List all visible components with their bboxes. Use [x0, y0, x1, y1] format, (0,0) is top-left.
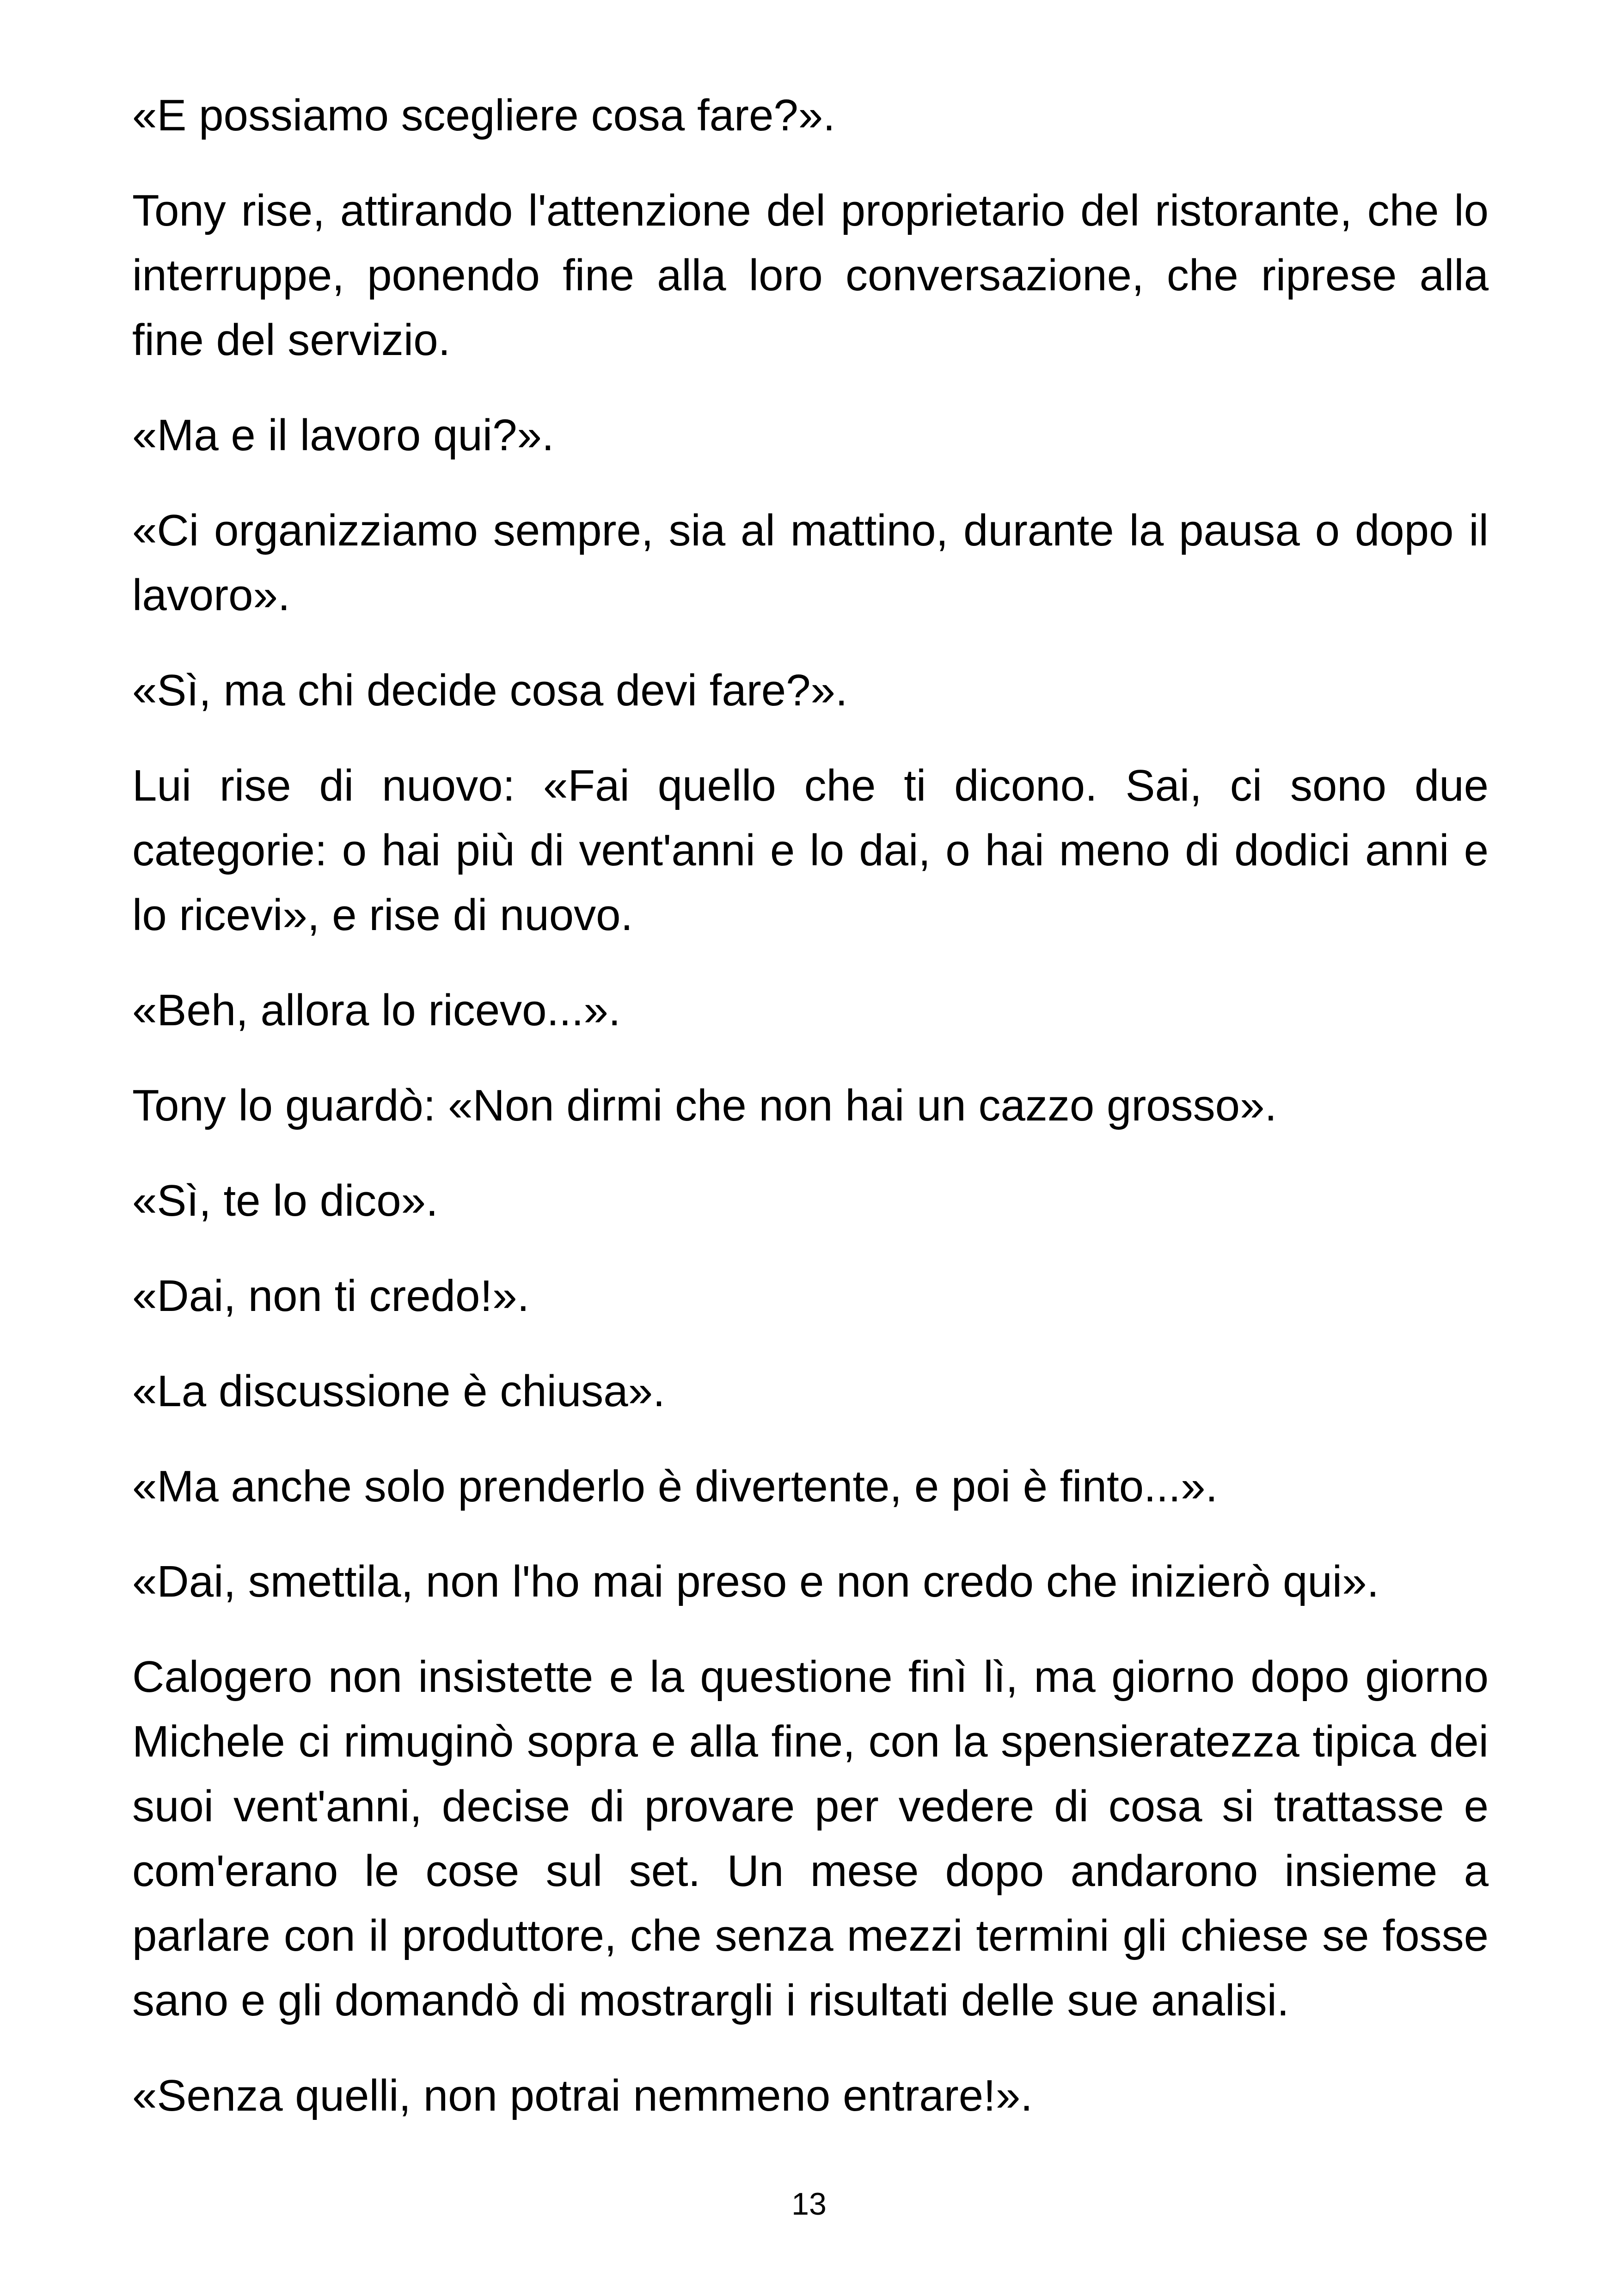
- paragraph: «Dai, smettila, non l'ho mai preso e non credo che inizierò qui».: [132, 1557, 1379, 1606]
- paragraph: «Sì, ma chi decide cosa devi fare?».: [132, 666, 848, 715]
- paragraph: «E possiamo scegliere cosa fare?».: [132, 91, 835, 140]
- paragraph: «La discussione è chiusa».: [132, 1366, 665, 1416]
- paragraph: Tony rise, attirando l'attenzione del proprietario del ristorante, che lo interruppe, ponendo fine alla loro conversazione, che riprese alla fine del servizio.: [132, 186, 1489, 365]
- paragraph: «Dai, non ti credo!».: [132, 1271, 530, 1321]
- paragraph: «Ci organizziamo sempre, sia al mattino, durante la pausa o dopo il lavoro».: [132, 506, 1489, 620]
- paragraph: Tony lo guardò: «Non dirmi che non hai un cazzo grosso».: [132, 1081, 1277, 1130]
- paragraph: «Beh, allora lo ricevo...».: [132, 986, 621, 1035]
- paragraph: «Senza quelli, non potrai nemmeno entrare!».: [132, 2071, 1033, 2120]
- paragraph: Calogero non insistette e la questione finì lì, ma giorno dopo giorno Michele ci rimuginò sopra e alla fine, con la spensieratezza tipica dei suoi vent'anni, decise di provare per vedere di cosa si trattasse e com'erano le cose sul set. Un mese dopo andarono insieme a parlare con il produttore, che senza mezzi termini gli chiese se fosse sano e gli domandò di mostrargli i risultati delle sue analisi.: [132, 1652, 1489, 2025]
- paragraph: Lui rise di nuovo: «Fai quello che ti dicono. Sai, ci sono due categorie: o hai più di vent'anni e lo dai, o hai meno di dodici anni e lo ricevi», e rise di nuovo.: [132, 761, 1489, 940]
- page-body: [132, 83, 1489, 2159]
- paragraph: «Ma e il lavoro qui?».: [132, 410, 554, 460]
- page-number: 13: [791, 2186, 827, 2222]
- paragraph: «Ma anche solo prenderlo è divertente, e poi è finto...».: [132, 1462, 1218, 1511]
- paragraph: «Sì, te lo dico».: [132, 1176, 438, 1225]
